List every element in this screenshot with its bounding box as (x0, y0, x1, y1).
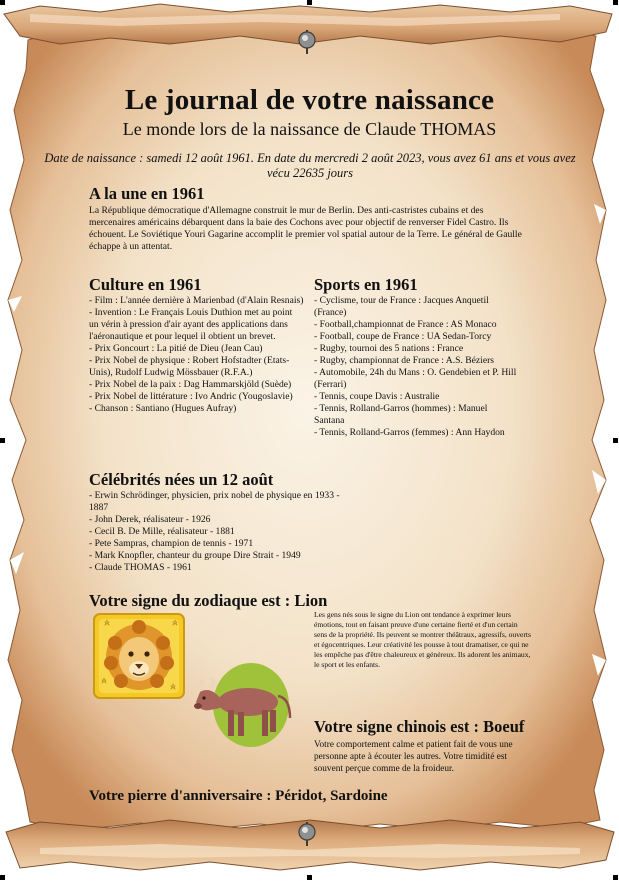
list-item: - John Derek, réalisateur - 1926 (89, 514, 211, 525)
list-item: - Prix Goncourt : La pitié de Dieu (Jean Cau) (89, 343, 263, 354)
sports-list (314, 295, 519, 439)
list-item: - Tennis, Rolland-Garros (hommes) : Manuel Santana (314, 403, 488, 426)
list-item: - Cyclisme, tour de France : Jacques Anquetil (France) (314, 295, 489, 318)
birth-info: Date de naissance : samedi 12 août 1961. En date du mercredi 2 août 2023, vous avez 61 ans et vous avez vécu 22635 jours (44, 151, 576, 180)
sports-title: Sports en 1961 (314, 275, 418, 294)
list-item: - Rugby, tournoi des 5 nations : France (314, 343, 464, 354)
list-item: - Claude THOMAS - 1961 (89, 562, 192, 573)
list-item: - Erwin Schrödinger, physicien, prix nobel de physique en 1933 - 1887 (89, 490, 340, 513)
list-item: - Tennis, coupe Davis : Australie (314, 391, 440, 402)
lion-icon (93, 613, 185, 699)
chinese-text: Votre comportement calme et patient fait de vous une personne apte à écouter les autres. Votre timidité est souvent perçue comme de la froideur. (314, 740, 513, 774)
page-subtitle: Le monde lors de la naissance de Claude THOMAS (122, 119, 497, 139)
list-item: - Cecil B. De Mille, réalisateur - 1881 (89, 526, 235, 537)
birthstone-title: Votre pierre d'anniversaire : Péridot, Sardoine (89, 788, 388, 804)
zodiac-text: Les gens nés sous le signe du Lion ont tendance à exprimer leurs émotions, tout en faisant preuve d'une certaine fierté et d'un certain sens de la propriété. Ils peuvent se montrer théâtraux, agressifs, ouverts et égocentriques. Leur créativité les pousse à tout dramatiser, ce qui ne les empêche pas d'être chaleureux et généreux. Ils adorent les animaux, le sport et les enfants. (314, 610, 531, 669)
list-item: - Football,championnat de France : AS Monaco (314, 319, 497, 330)
celebrities-list (89, 490, 361, 574)
list-item: - Automobile, 24h du Mans : O. Gendebien et P. Hill (Ferrari) (314, 367, 517, 390)
list-item: - Rugby, championnat de France : A.S. Béziers (314, 355, 495, 366)
list-item: - Prix Nobel de littérature : Ivo Andric (Yougoslavie) (89, 391, 293, 402)
list-item: - Football, coupe de France : UA Sedan-Torcy (314, 331, 492, 342)
page-title: Le journal de votre naissance (124, 84, 495, 116)
list-item: - Prix Nobel de la paix : Dag Hammarskjöld (Suède) (89, 379, 292, 390)
culture-title: Culture en 1961 (89, 275, 202, 294)
celebrities-title: Célébrités nées un 12 août (89, 470, 274, 489)
culture-list (89, 295, 304, 415)
list-item: - Film : L'année dernière à Marienbad (d'Alain Resnais) (89, 295, 304, 306)
list-item: - Invention : Le Français Louis Duthion met au point un vérin à pression d'air ayant des applications dans l'aéronautique et pour lequel il obtient un brevet. (89, 307, 293, 342)
headline-title: A la une en 1961 (89, 184, 205, 203)
list-item: - Prix Nobel de physique : Robert Hofstadter (Etats-Unis), Rudolf Ludwig Mössbauer (R.F.A.) (89, 355, 290, 378)
chinese-title: Votre signe chinois est : Boeuf (314, 717, 525, 736)
list-item: - Mark Knopfler, chanteur du groupe Dire Strait - 1949 (89, 550, 301, 561)
headline-text: La République démocratique d'Allemagne construit le mur de Berlin. Des anti-castristes cubains et des mercenaires américains débarquent dans la baie des Cochons avec pour objectif de renverser Fidel Castro. Ils échouent. Le Soviétique Youri Gagarine accomplit le premier vol spatial autour de la Terre. Le général de Gaulle échappe à un attentat. (89, 205, 522, 252)
list-item: - Tennis, Rolland-Garros (femmes) : Ann Haydon (314, 427, 505, 438)
ox-icon (190, 662, 298, 748)
list-item: - Chanson : Santiano (Hugues Aufray) (89, 403, 237, 414)
zodiac-title: Votre signe du zodiaque est : Lion (89, 591, 328, 610)
list-item: - Pete Sampras, champion de tennis - 1971 (89, 538, 254, 549)
